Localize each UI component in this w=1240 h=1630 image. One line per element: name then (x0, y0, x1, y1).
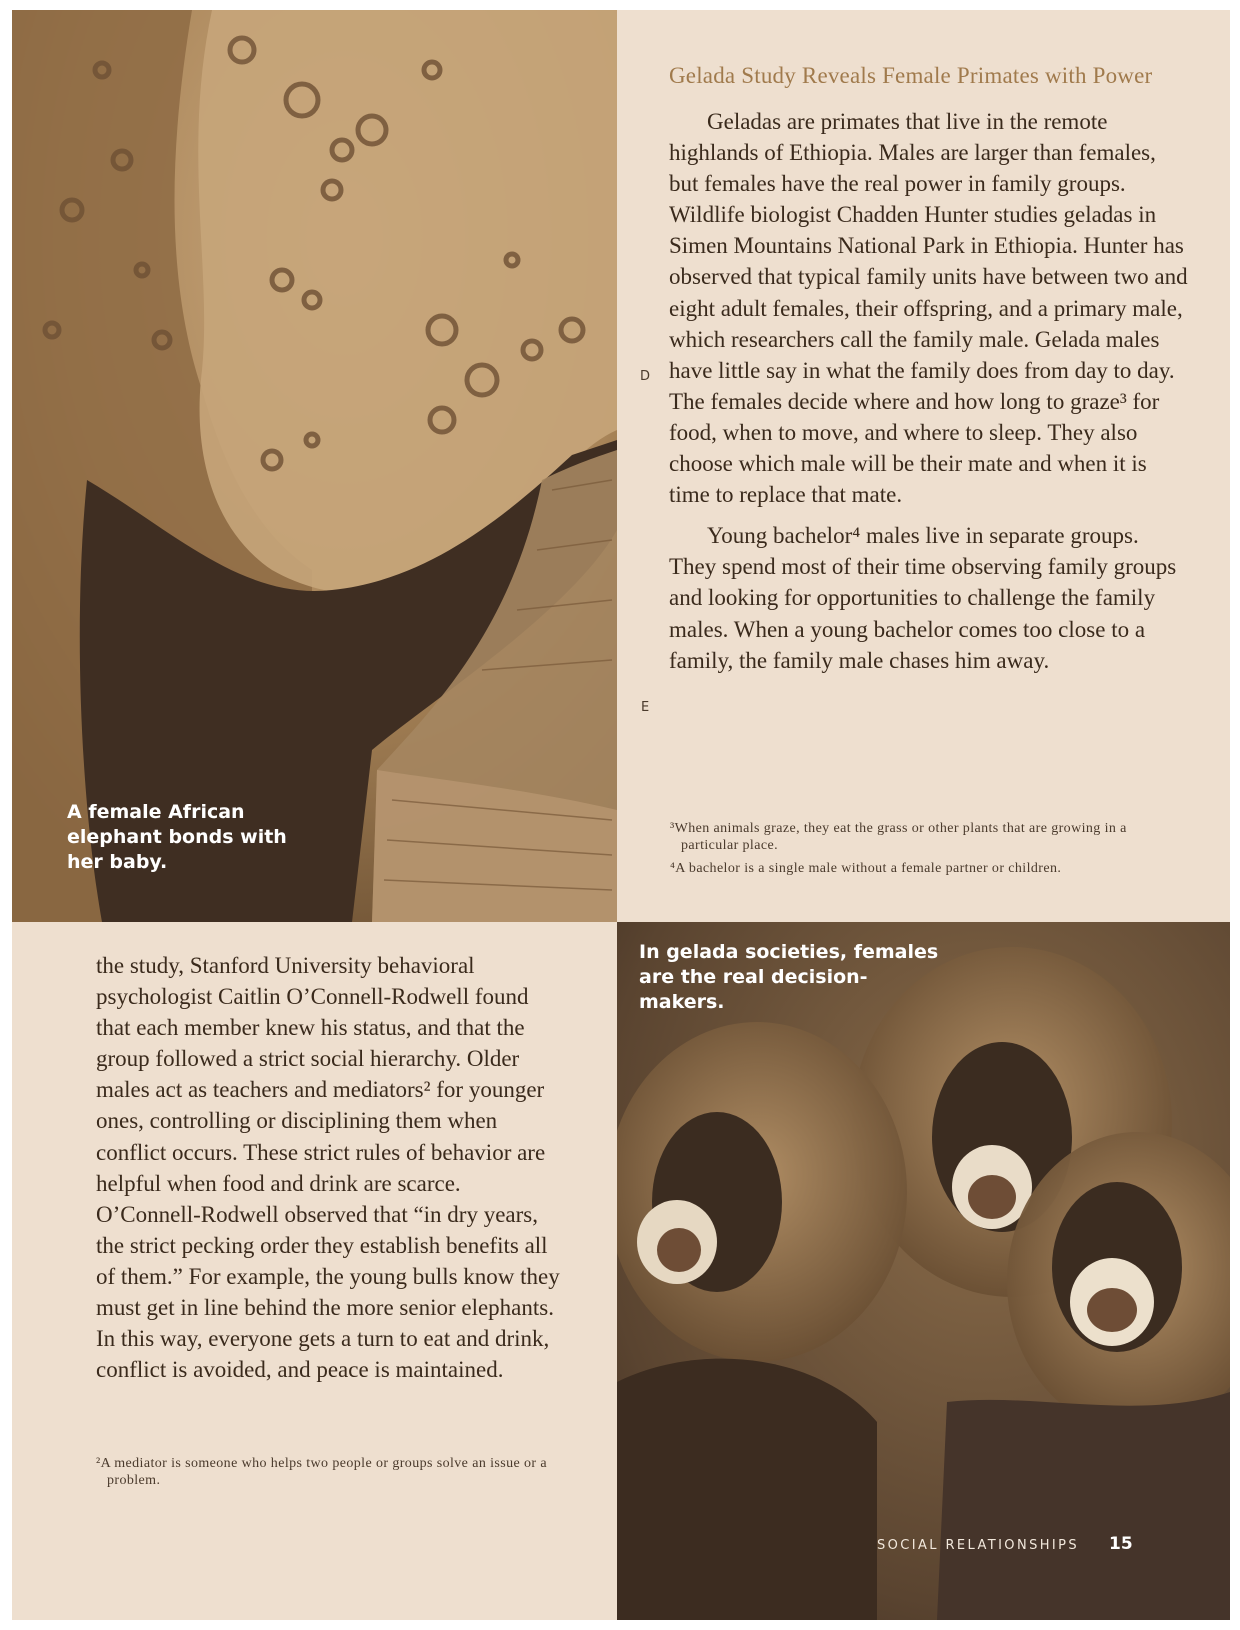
footnotes (670, 820, 1140, 877)
article-paragraph-2: Young bachelor⁴ males live in separate groups. They spend most of their time observing family groups and looking for opportunities to challenge the family males. When a young bachelor comes too close to a family, the family male chases him away. (669, 523, 1177, 673)
elephant-caption: A female African elephant bonds with her baby. (67, 801, 287, 873)
page-number: 15 (1109, 1534, 1133, 1554)
elephant-image (12, 10, 617, 922)
running-footer: SOCIAL RELATIONSHIPS (877, 1538, 1080, 1553)
page (12, 10, 1230, 1620)
paragraph-marker-e: E (641, 700, 650, 715)
article-heading: Gelada Study Reveals Female Primates with Power (669, 63, 1153, 88)
footnote-4: ⁴A bachelor is a single male without a female partner or children. (670, 861, 1062, 876)
footnote-2: ²A mediator is someone who helps two people or groups solve an issue or a problem. (96, 1456, 547, 1488)
article (669, 60, 1189, 676)
elephant-photo (12, 10, 617, 922)
footnote-3: ³When animals graze, they eat the grass or other plants that are growing in a particular place. (670, 821, 1127, 853)
lower-paragraph: the study, Stanford University behavioral psychologist Caitlin O’Connell-Rodwell found that each member knew his status, and that the group followed a strict social hierarchy. Older males act as teachers and mediators² for younger ones, controlling or disciplining them when conflict occurs. These strict rules of behavior are helpful when food and drink are scarce. O’Connell-Rodwell observed that “in dry years, the strict pecking order they establish benefits all of them.” For example, the young bulls know they must get in line behind the more senior elephants. In this way, everyone gets a turn to eat and drink, conflict is avoided, and peace is maintained. (96, 953, 560, 1383)
article-paragraph-1: Geladas are primates that live in the remote highlands of Ethiopia. Males are larger than females, but females have the real power in family groups. Wildlife biologist Chadden Hunter studies geladas in Simen Mountains National Park in Ethiopia. Hunter has observed that typical family units have between two and eight adult females, their offspring, and a primary male, which researchers call the family male. Gelada males have little say in what the family does from day to day. The females decide where and how long to graze³ for food, when to move, and where to sleep. They also choose which male will be their mate and when it is time to replace that mate. (669, 109, 1188, 508)
gelada-image (617, 922, 1230, 1620)
paragraph-marker-d: D (640, 369, 651, 384)
gelada-photo (617, 922, 1230, 1620)
gelada-caption: In gelada societies, females are the real decision-makers. (639, 941, 939, 1013)
lower-column (96, 950, 566, 1385)
footnote-2-container (96, 1455, 576, 1489)
